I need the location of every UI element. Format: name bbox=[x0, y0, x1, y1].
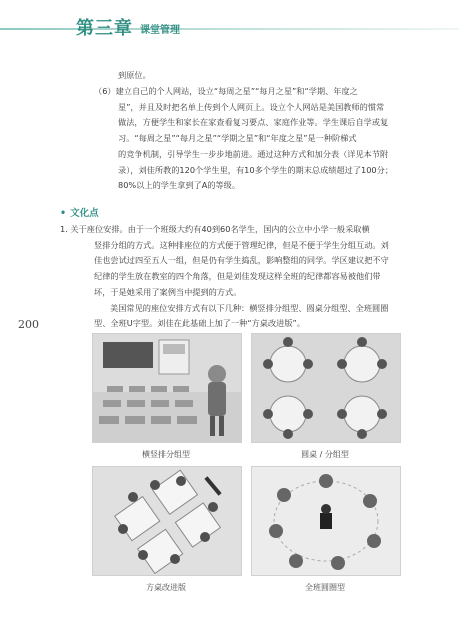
page-header bbox=[0, 0, 459, 56]
text-line: （6）建立自己的个人网站，设立“每周之星”“每月之星”和“学期、年度之 bbox=[94, 86, 358, 96]
text-line: 竖排分组的方式。这种排座位的方式便于管理纪律，但是不便于学生分组互动。刘 bbox=[94, 240, 389, 250]
figure-caption: 横竖排分组型 bbox=[142, 450, 190, 459]
figure-caption: 全班圆圈型 bbox=[305, 583, 345, 592]
text-line: 型、全班U字型。刘佳在此基础上加了一种“方桌改进版”。 bbox=[94, 318, 305, 328]
circle-layout-image bbox=[252, 467, 400, 575]
bullet-icon: • bbox=[60, 208, 67, 219]
square-table-illustration bbox=[92, 466, 242, 576]
classroom-rows-image bbox=[93, 334, 241, 442]
round-table-illustration bbox=[251, 333, 401, 443]
text-line: 纪律的学生放在教室的四个角落，但是刘佳发现这样全班的纪律都容易被他们带 bbox=[94, 271, 381, 281]
text-line: 到原位。 bbox=[118, 70, 151, 80]
chapter-title: 第三章 bbox=[76, 18, 133, 39]
text-line: 佳也尝试过四至五人一组，但是仍有学生捣乱，影响整组的同学。学区建议把不守 bbox=[94, 255, 389, 265]
text-line: 录），刘佳所教的120个学生里，有10多个学生的期末总成绩超过了100分； bbox=[118, 165, 394, 175]
circle-layout-illustration bbox=[251, 466, 401, 576]
figure-caption: 圆桌 / 分组型 bbox=[301, 450, 349, 459]
square-table-image bbox=[93, 467, 241, 575]
chapter-subtitle: 课堂管理 bbox=[140, 25, 180, 36]
header-rule bbox=[0, 28, 459, 30]
text-line: 习。“每周之星”“每月之星”“学期之星”和“年度之星”是一种阶梯式 bbox=[118, 133, 357, 143]
text-line: 美国常见的座位安排方式有以下几种：横竖排分组型、圆桌分组型、全班圆圈 bbox=[110, 303, 389, 313]
text-line: 1. 关于座位安排。由于一个班级大约有40到60名学生，国内的公立中小学一般采取横 bbox=[60, 224, 370, 234]
page-number: 200 bbox=[18, 318, 39, 331]
classroom-rows-illustration bbox=[92, 333, 242, 443]
text-line: 的竞争机制，引导学生一步步地前进。通过这种方式和加分表（详见本节附 bbox=[118, 149, 389, 159]
section-heading bbox=[60, 205, 99, 219]
text-line: 80%以上的学生拿到了A的等级。 bbox=[118, 180, 241, 190]
figure-caption: 方桌改进版 bbox=[146, 583, 186, 592]
section-title: 文化点 bbox=[70, 208, 99, 219]
round-table-image bbox=[252, 334, 400, 442]
text-line: 做法，方便学生和家长在家查看复习要点、家庭作业等。学生课后自学或复 bbox=[118, 117, 389, 127]
text-line: 坏，于是她采用了案例当中提到的方式。 bbox=[94, 287, 242, 297]
text-line: 星”，并且及时把名单上传到个人网页上。设立个人网站是美国教师的惯常 bbox=[118, 102, 385, 112]
